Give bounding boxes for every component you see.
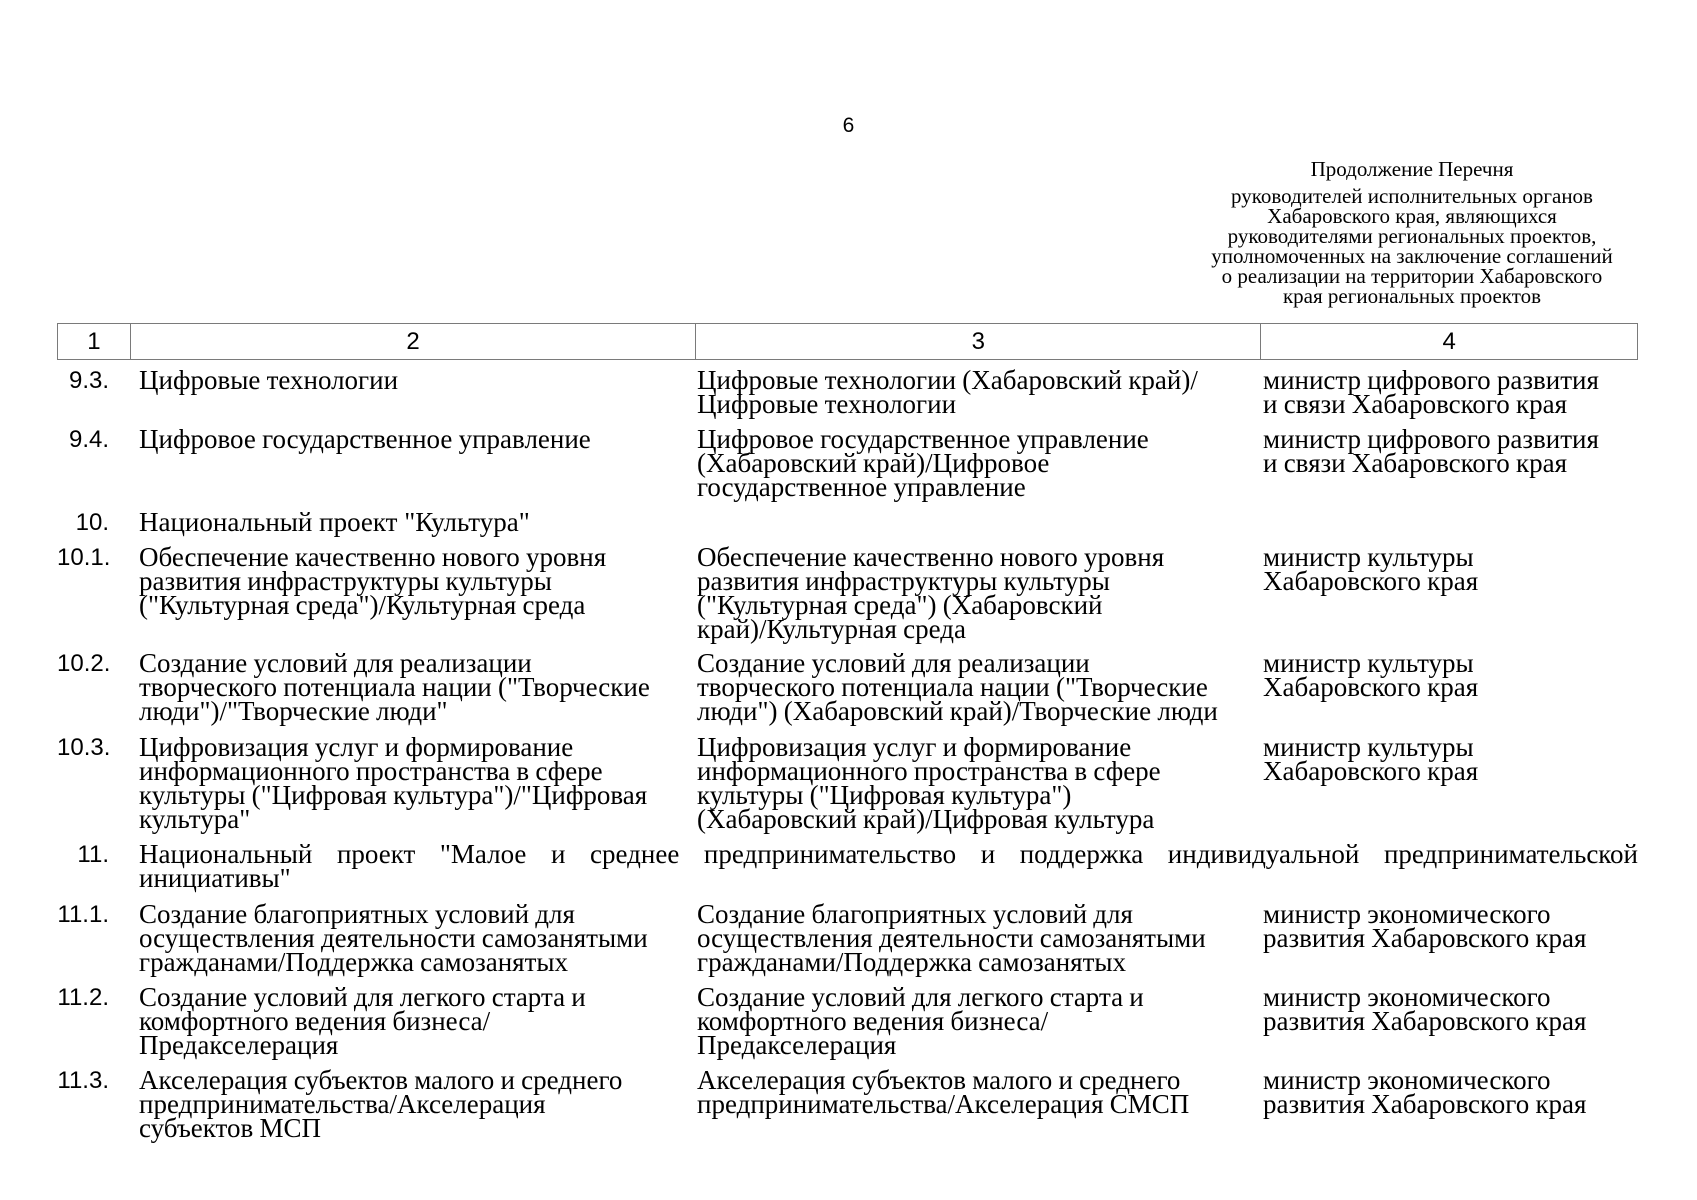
column-header-3: 3 <box>695 324 1260 359</box>
project-name: Обеспечение качественно нового уровня развития инфраструктуры культуры ("Культурная среда")/Культурная среда <box>139 542 607 620</box>
responsible-official: министр экономического развития Хабаровского края <box>1263 1065 1587 1119</box>
regional-project-name: Создание условий для реализации творческого потенциала нации ("Творческие люди") (Хабаровский край)/Творческие люди <box>697 648 1218 726</box>
continuation-title: Продолжение Перечня <box>1310 157 1514 181</box>
responsible-official: министр культуры Хабаровского края <box>1263 648 1479 702</box>
table-row <box>57 1065 1638 1148</box>
table-body <box>57 365 1638 1148</box>
column-header-4: 4 <box>1260 324 1637 359</box>
regional-project-name: Акселерация субъектов малого и среднего предпринимательства/Акселерация СМСП <box>697 1065 1190 1119</box>
table-row <box>57 365 1638 427</box>
row-number: 10. <box>75 509 109 536</box>
regional-project-name: Цифровизация услуг и формирование информационного пространства в сфере культуры ("Цифровая культура") (Хабаровский край)/Цифровая культура <box>697 732 1161 834</box>
regional-project-name: Создание благоприятных условий для осуществления деятельности самозанятыми гражданами/Поддержка самозанятых <box>697 899 1206 977</box>
row-number: 10.3. <box>57 734 111 761</box>
column-header-1: 1 <box>87 327 101 355</box>
row-number: 9.4. <box>68 426 109 453</box>
national-project-title: Национальный проект "Культура" <box>139 507 530 537</box>
table-row <box>57 732 1638 842</box>
regional-project-name: Цифровое государственное управление (Хабаровский край)/Цифровое государственное управление <box>697 424 1149 502</box>
page-number: 6 <box>842 114 855 137</box>
national-project-title-line-1: Национальный проект "Малое и среднее предпринимательство и поддержка индивидуальной предпринимательской <box>139 839 1638 869</box>
responsible-official: министр экономического развития Хабаровского края <box>1263 982 1587 1036</box>
project-name: Цифровые технологии <box>139 365 399 395</box>
national-project-title-line-2: инициативы" <box>139 863 291 893</box>
regional-project-name: Создание условий для легкого старта и комфортного ведения бизнеса/ Предакселерация <box>697 982 1144 1060</box>
table-row <box>57 542 1638 651</box>
project-name: Цифровое государственное управление <box>139 424 591 454</box>
table-row <box>57 982 1638 1068</box>
column-header-2: 2 <box>130 324 695 359</box>
continuation-subtitle: руководителей исполнительных органов Хабаровского края, являющихся руководителями региональных проектов, уполномоченных на заключение соглашений о реализации на территории Хабаровского края региональных проектов <box>1211 184 1613 308</box>
row-number: 11.3. <box>57 1067 109 1094</box>
project-name: Создание благоприятных условий для осуществления деятельности самозанятыми гражданами/Поддержка самозанятых <box>139 899 648 977</box>
project-name: Акселерация субъектов малого и среднего предпринимательства/Акселерация субъектов МСП <box>139 1065 623 1143</box>
regional-project-name: Обеспечение качественно нового уровня развития инфраструктуры культуры ("Культурная среда") (Хабаровский край)/Культурная среда <box>697 542 1165 644</box>
table-row <box>57 424 1638 510</box>
project-name: Создание условий для реализации творческого потенциала нации ("Творческие люди")/"Творческие люди" <box>139 648 650 726</box>
table-row <box>57 899 1638 985</box>
responsible-official: министр экономического развития Хабаровского края <box>1263 899 1587 953</box>
regional-project-name: Цифровые технологии (Хабаровский край)/ Цифровые технологии <box>697 365 1198 419</box>
table-row-section <box>57 507 1638 545</box>
responsible-official: министр цифрового развития и связи Хабаровского края <box>1263 424 1599 478</box>
project-name: Создание условий для легкого старта и комфортного ведения бизнеса/ Предакселерация <box>139 982 586 1060</box>
table-header <box>57 323 1638 360</box>
row-number: 11.1. <box>57 901 109 928</box>
row-number: 9.3. <box>68 367 109 394</box>
responsible-official: министр культуры Хабаровского края <box>1263 542 1479 596</box>
project-name: Цифровизация услуг и формирование информационного пространства в сфере культуры ("Цифровая культура")/"Цифровая культура" <box>139 732 648 834</box>
responsible-official: министр культуры Хабаровского края <box>1263 732 1479 786</box>
national-project-title <box>121 839 1638 902</box>
row-number: 11. <box>77 841 109 868</box>
table-row-section <box>57 839 1638 902</box>
row-number: 10.1. <box>57 544 111 571</box>
table-row <box>57 648 1638 735</box>
responsible-official: министр цифрового развития и связи Хабаровского края <box>1263 365 1599 419</box>
row-number: 10.2. <box>57 650 111 677</box>
row-number: 11.2. <box>57 984 109 1011</box>
continuation-heading <box>1168 159 1656 306</box>
